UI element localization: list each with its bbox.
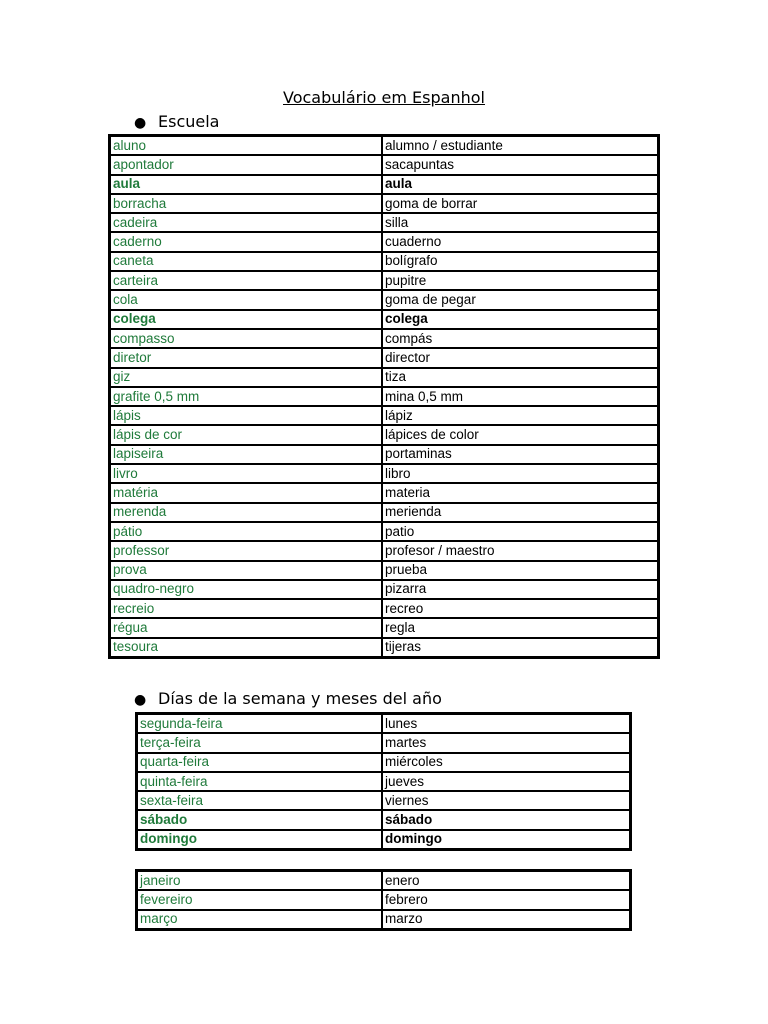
page-title: Vocabulário em Espanhol — [283, 88, 485, 107]
portuguese-word: janeiro — [137, 871, 382, 890]
bullet-icon: ● — [134, 692, 147, 708]
section-heading-dias — [134, 689, 442, 708]
section-heading-text: Días de la semana y meses del año — [158, 689, 442, 708]
portuguese-word: colega — [110, 310, 382, 329]
vocab-table-dias — [135, 712, 632, 851]
spanish-word: prueba — [382, 561, 658, 580]
table-row — [110, 348, 658, 367]
table-row — [110, 329, 658, 348]
spanish-word: tijeras — [382, 638, 658, 657]
portuguese-word: caderno — [110, 232, 382, 251]
table-row — [110, 194, 658, 213]
table-row — [110, 483, 658, 502]
portuguese-word: sexta-feira — [137, 791, 382, 810]
spanish-word: mina 0,5 mm — [382, 387, 658, 406]
portuguese-word: carteira — [110, 271, 382, 290]
portuguese-word: aula — [110, 175, 382, 194]
table-row — [137, 910, 630, 929]
spanish-word: goma de pegar — [382, 290, 658, 309]
spanish-word: patio — [382, 522, 658, 541]
portuguese-word: lapiseira — [110, 445, 382, 464]
portuguese-word: aluno — [110, 136, 382, 155]
table-row — [110, 155, 658, 174]
spanish-word: lápiz — [382, 406, 658, 425]
portuguese-word: fevereiro — [137, 890, 382, 909]
table-row — [137, 753, 630, 772]
table-row — [110, 580, 658, 599]
vocab-table-escuela — [108, 134, 660, 659]
portuguese-word: terça-feira — [137, 733, 382, 752]
portuguese-word: segunda-feira — [137, 714, 382, 733]
portuguese-word: régua — [110, 618, 382, 637]
spanish-word: recreo — [382, 599, 658, 618]
portuguese-word: matéria — [110, 483, 382, 502]
table-row — [110, 271, 658, 290]
spanish-word: enero — [382, 871, 630, 890]
spanish-word: febrero — [382, 890, 630, 909]
table-row — [110, 599, 658, 618]
spanish-word: colega — [382, 310, 658, 329]
portuguese-word: março — [137, 910, 382, 929]
spanish-word: jueves — [382, 772, 630, 791]
portuguese-word: prova — [110, 561, 382, 580]
table-row — [137, 733, 630, 752]
table-row — [110, 213, 658, 232]
spanish-word: martes — [382, 733, 630, 752]
spanish-word: cuaderno — [382, 232, 658, 251]
table-row — [110, 290, 658, 309]
spanish-word: sacapuntas — [382, 155, 658, 174]
vocab-table-meses — [135, 869, 632, 931]
table-row — [137, 810, 630, 829]
spanish-word: compás — [382, 329, 658, 348]
table-row — [110, 368, 658, 387]
portuguese-word: giz — [110, 368, 382, 387]
portuguese-word: quadro-negro — [110, 580, 382, 599]
table-row — [110, 175, 658, 194]
portuguese-word: tesoura — [110, 638, 382, 657]
portuguese-word: merenda — [110, 503, 382, 522]
table-row — [137, 830, 630, 849]
table-row — [110, 387, 658, 406]
spanish-word: libro — [382, 464, 658, 483]
spanish-word: marzo — [382, 910, 630, 929]
table-row — [110, 638, 658, 657]
table-row — [110, 425, 658, 444]
spanish-word: profesor / maestro — [382, 541, 658, 560]
portuguese-word: lápis de cor — [110, 425, 382, 444]
spanish-word: regla — [382, 618, 658, 637]
table-row — [137, 890, 630, 909]
portuguese-word: compasso — [110, 329, 382, 348]
portuguese-word: sábado — [137, 810, 382, 829]
spanish-word: portaminas — [382, 445, 658, 464]
portuguese-word: quinta-feira — [137, 772, 382, 791]
table-row — [110, 445, 658, 464]
portuguese-word: quarta-feira — [137, 753, 382, 772]
spanish-word: alumno / estudiante — [382, 136, 658, 155]
spanish-word: lunes — [382, 714, 630, 733]
spanish-word: viernes — [382, 791, 630, 810]
portuguese-word: recreio — [110, 599, 382, 618]
spanish-word: lápices de color — [382, 425, 658, 444]
table-row — [110, 618, 658, 637]
table-row — [137, 791, 630, 810]
spanish-word: bolígrafo — [382, 252, 658, 271]
table-row — [137, 772, 630, 791]
portuguese-word: professor — [110, 541, 382, 560]
spanish-word: tiza — [382, 368, 658, 387]
spanish-word: materia — [382, 483, 658, 502]
portuguese-word: diretor — [110, 348, 382, 367]
spanish-word: pizarra — [382, 580, 658, 599]
spanish-word: silla — [382, 213, 658, 232]
section-heading-escuela — [134, 112, 219, 131]
spanish-word: merienda — [382, 503, 658, 522]
table-row — [110, 464, 658, 483]
bullet-icon: ● — [134, 115, 147, 131]
portuguese-word: borracha — [110, 194, 382, 213]
table-row — [110, 136, 658, 155]
portuguese-word: cola — [110, 290, 382, 309]
portuguese-word: lápis — [110, 406, 382, 425]
table-row — [137, 871, 630, 890]
spanish-word: director — [382, 348, 658, 367]
spanish-word: miércoles — [382, 753, 630, 772]
portuguese-word: caneta — [110, 252, 382, 271]
portuguese-word: apontador — [110, 155, 382, 174]
portuguese-word: cadeira — [110, 213, 382, 232]
portuguese-word: domingo — [137, 830, 382, 849]
table-row — [110, 252, 658, 271]
table-row — [137, 714, 630, 733]
table-row — [110, 503, 658, 522]
table-row — [110, 406, 658, 425]
table-row — [110, 310, 658, 329]
table-row — [110, 541, 658, 560]
table-row — [110, 522, 658, 541]
spanish-word: domingo — [382, 830, 630, 849]
spanish-word: sábado — [382, 810, 630, 829]
portuguese-word: pátio — [110, 522, 382, 541]
table-row — [110, 232, 658, 251]
section-heading-text: Escuela — [158, 112, 220, 131]
portuguese-word: grafite 0,5 mm — [110, 387, 382, 406]
table-row — [110, 561, 658, 580]
spanish-word: pupitre — [382, 271, 658, 290]
spanish-word: goma de borrar — [382, 194, 658, 213]
spanish-word: aula — [382, 175, 658, 194]
portuguese-word: livro — [110, 464, 382, 483]
